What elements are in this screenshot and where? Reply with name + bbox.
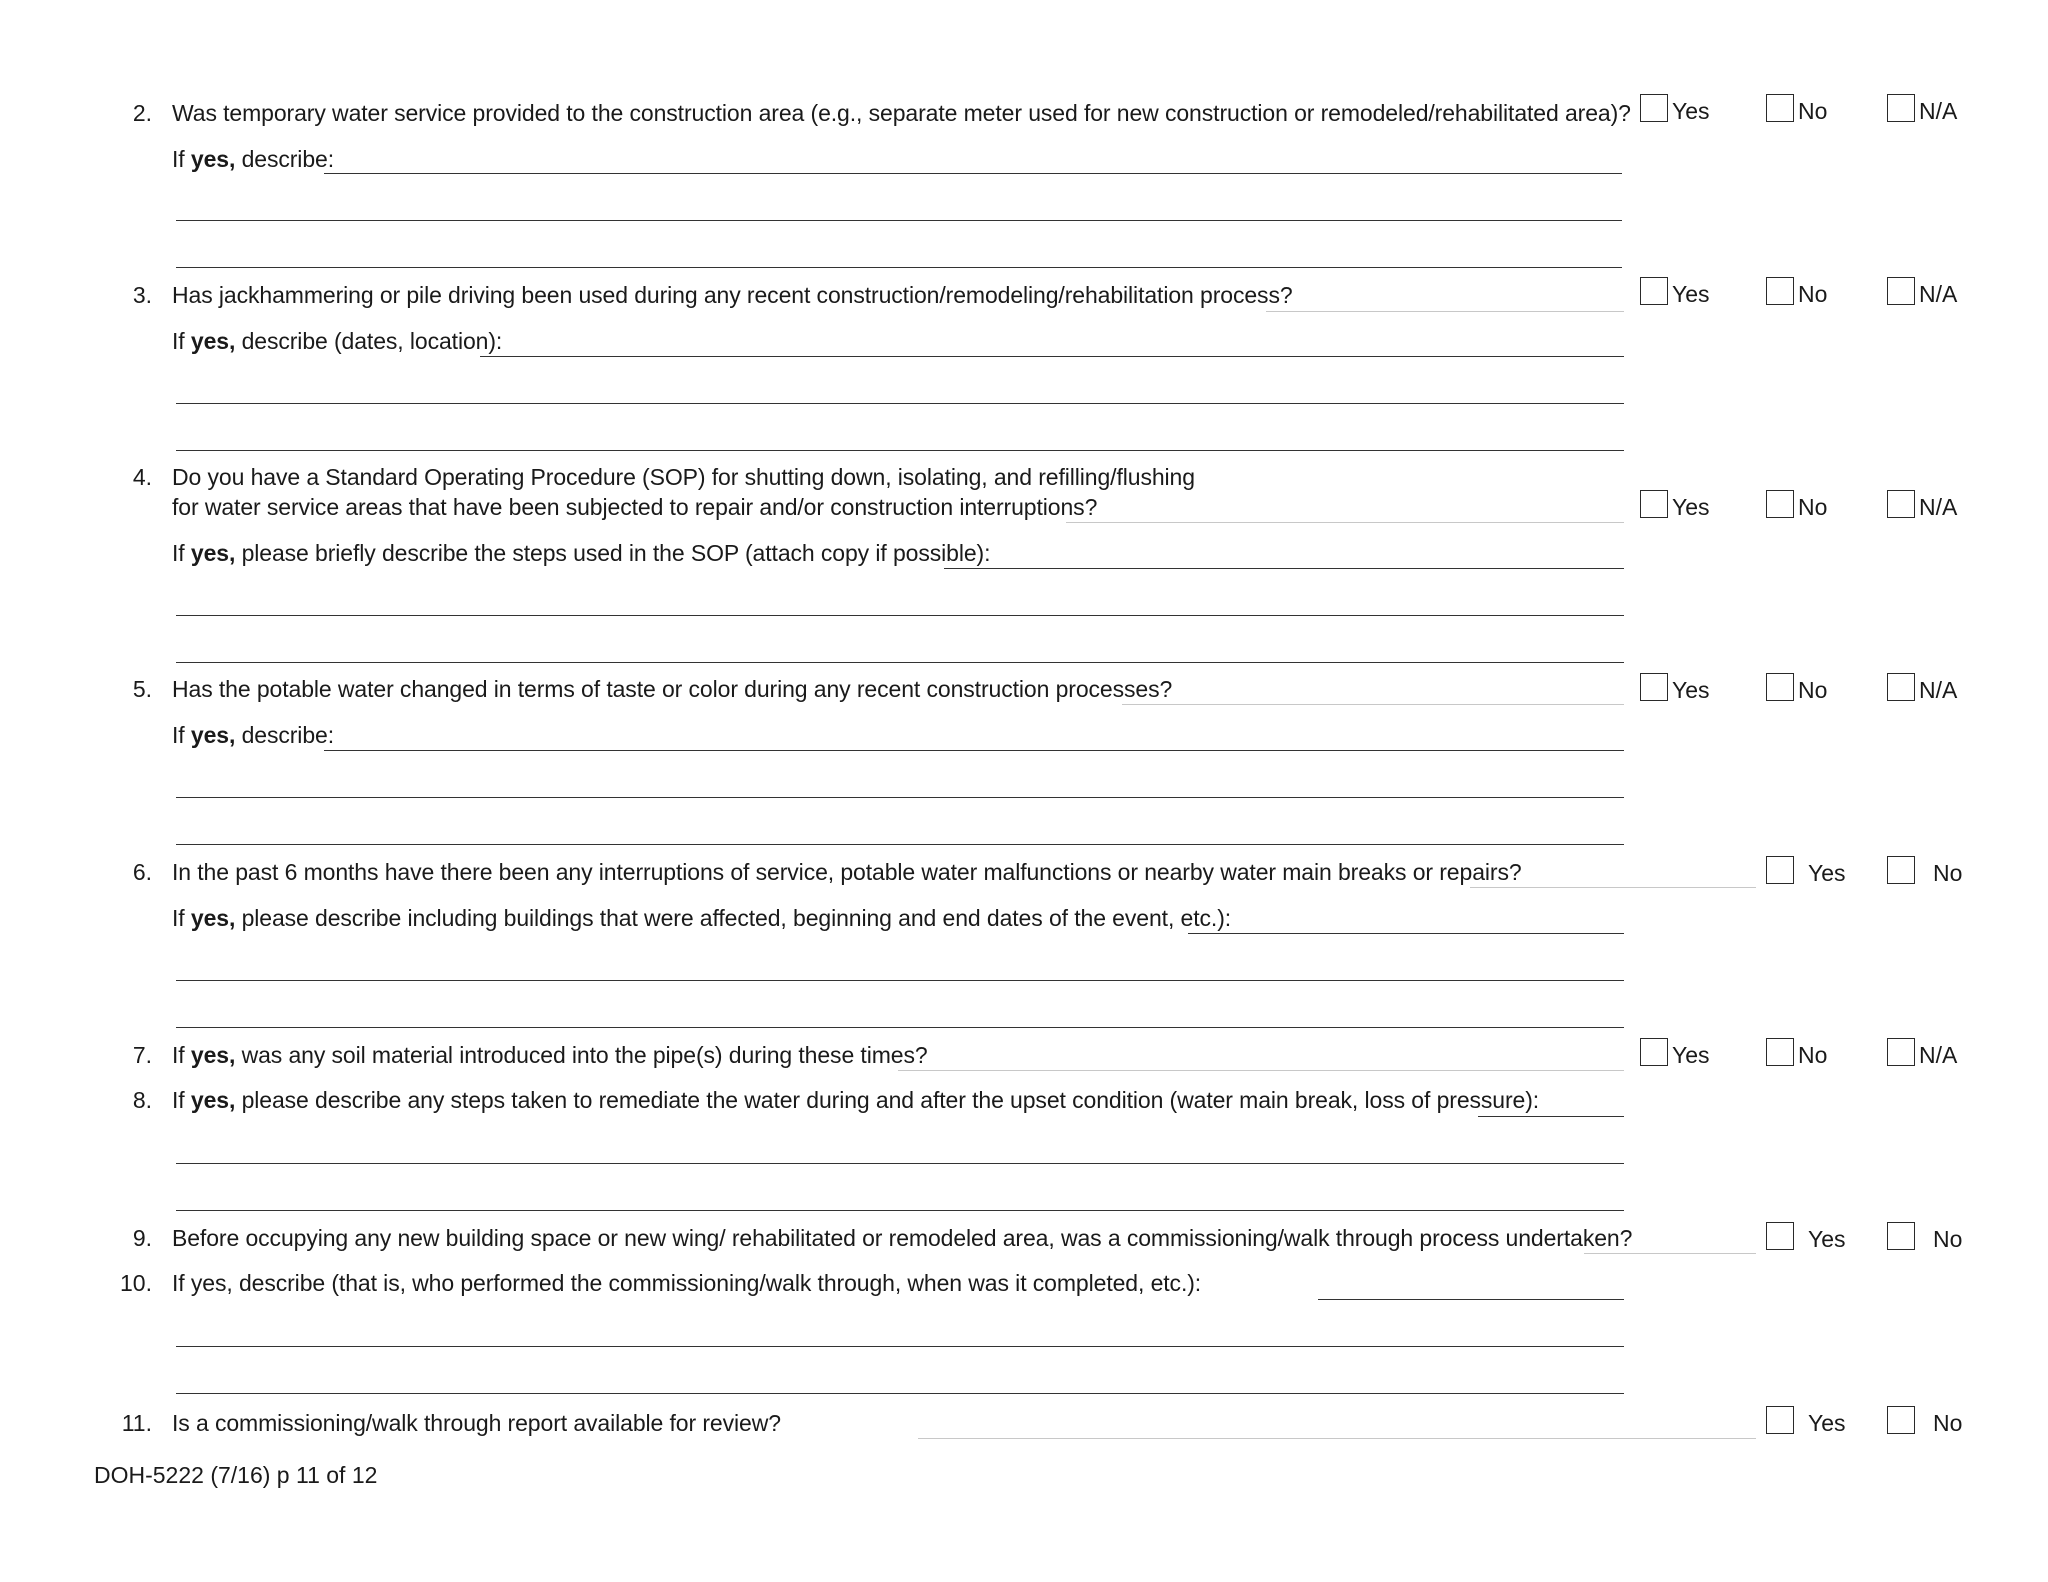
- checkbox-label-na: N/A: [1919, 677, 1958, 703]
- checkbox-na[interactable]: [1887, 1038, 1915, 1066]
- leader-line: [1470, 887, 1756, 888]
- checkbox-yes[interactable]: [1640, 94, 1668, 122]
- question-number: 2.: [132, 100, 152, 126]
- if-yes-prompt: If yes, please briefly describe the steps used in the SOP (attach copy if possible):: [172, 540, 991, 566]
- leader-line: [918, 1438, 1756, 1439]
- question-number: 7.: [132, 1042, 152, 1068]
- checkbox-label-yes: Yes: [1672, 494, 1710, 520]
- checkbox-no[interactable]: [1887, 1222, 1915, 1250]
- checkbox-yes[interactable]: [1640, 673, 1668, 701]
- question-number: 9.: [132, 1225, 152, 1251]
- answer-line[interactable]: [176, 662, 1624, 663]
- question-text: If yes, describe (that is, who performed the commissioning/walk through, when was it completed, etc.):: [172, 1270, 1202, 1296]
- answer-line[interactable]: [176, 1210, 1624, 1211]
- checkbox-label-yes: Yes: [1808, 1226, 1846, 1252]
- question-text-line-2: for water service areas that have been subjected to repair and/or construction interruptions?: [172, 494, 1098, 520]
- checkbox-yes[interactable]: [1766, 1406, 1794, 1434]
- checkbox-label-no: No: [1933, 1226, 1963, 1252]
- checkbox-na[interactable]: [1887, 277, 1915, 305]
- checkbox-label-yes: Yes: [1808, 1410, 1846, 1436]
- checkbox-label-no: No: [1798, 1042, 1828, 1068]
- checkbox-label-na: N/A: [1919, 494, 1958, 520]
- checkbox-label-no: No: [1933, 860, 1963, 886]
- question-text: If yes, please describe any steps taken to remediate the water during and after the upset condition (water main break, loss of pressure):: [172, 1087, 1540, 1113]
- question-number: 8.: [132, 1087, 152, 1113]
- answer-line[interactable]: [176, 1346, 1624, 1347]
- checkbox-yes[interactable]: [1640, 490, 1668, 518]
- answer-line[interactable]: [324, 173, 1622, 174]
- question-text-line-1: Do you have a Standard Operating Procedure (SOP) for shutting down, isolating, and refilling/flushing: [172, 464, 1195, 490]
- question-number: 4.: [132, 464, 152, 490]
- checkbox-label-na: N/A: [1919, 281, 1958, 307]
- answer-line[interactable]: [176, 267, 1622, 268]
- question-number: 10.: [120, 1270, 152, 1296]
- question-text: Is a commissioning/walk through report available for review?: [172, 1410, 781, 1436]
- question-number: 3.: [132, 282, 152, 308]
- leader-line: [1266, 311, 1624, 312]
- checkbox-na[interactable]: [1887, 94, 1915, 122]
- answer-line[interactable]: [176, 1163, 1624, 1164]
- checkbox-yes[interactable]: [1640, 277, 1668, 305]
- answer-line[interactable]: [176, 1393, 1624, 1394]
- checkbox-label-yes: Yes: [1672, 98, 1710, 124]
- answer-line[interactable]: [176, 403, 1624, 404]
- checkbox-label-no: No: [1798, 677, 1828, 703]
- checkbox-label-na: N/A: [1919, 98, 1958, 124]
- answer-line[interactable]: [1318, 1299, 1624, 1300]
- if-yes-prompt: If yes, describe (dates, location):: [172, 328, 503, 354]
- question-number: 11.: [121, 1410, 152, 1436]
- checkbox-label-yes: Yes: [1672, 281, 1710, 307]
- question-text: Was temporary water service provided to the construction area (e.g., separate meter used for new construction or remodeled/rehabilitated area)?: [172, 100, 1631, 126]
- answer-line[interactable]: [176, 450, 1624, 451]
- if-yes-prompt: If yes, describe:: [172, 722, 334, 748]
- answer-line[interactable]: [176, 797, 1624, 798]
- answer-line[interactable]: [480, 356, 1624, 357]
- answer-line[interactable]: [1188, 933, 1624, 934]
- checkbox-no[interactable]: [1766, 490, 1794, 518]
- checkbox-label-no: No: [1798, 281, 1828, 307]
- checkbox-no[interactable]: [1766, 277, 1794, 305]
- leader-line: [1584, 1253, 1756, 1254]
- question-number: 6.: [132, 859, 152, 885]
- answer-line[interactable]: [176, 980, 1624, 981]
- checkbox-na[interactable]: [1887, 490, 1915, 518]
- checkbox-na[interactable]: [1887, 673, 1915, 701]
- answer-line[interactable]: [1478, 1116, 1624, 1117]
- checkbox-label-yes: Yes: [1808, 860, 1846, 886]
- answer-line[interactable]: [176, 615, 1624, 616]
- checkbox-label-no: No: [1933, 1410, 1963, 1436]
- question-text: In the past 6 months have there been any interruptions of service, potable water malfunctions or nearby water main breaks or repairs?: [172, 859, 1522, 885]
- checkbox-no[interactable]: [1887, 1406, 1915, 1434]
- form-footer: DOH-5222 (7/16) p 11 of 12: [94, 1462, 378, 1488]
- leader-line: [898, 1070, 1624, 1071]
- question-text: Has jackhammering or pile driving been used during any recent construction/remodeling/rehabilitation process?: [172, 282, 1293, 308]
- question-number: 5.: [132, 676, 152, 702]
- checkbox-yes[interactable]: [1766, 1222, 1794, 1250]
- leader-line: [1122, 704, 1624, 705]
- checkbox-no[interactable]: [1766, 94, 1794, 122]
- checkbox-no[interactable]: [1766, 673, 1794, 701]
- checkbox-label-yes: Yes: [1672, 1042, 1710, 1068]
- answer-line[interactable]: [324, 750, 1624, 751]
- checkbox-no[interactable]: [1887, 856, 1915, 884]
- answer-line[interactable]: [176, 844, 1624, 845]
- if-yes-prompt: If yes, please describe including buildings that were affected, beginning and end dates of the event, etc.):: [172, 905, 1232, 931]
- checkbox-yes[interactable]: [1640, 1038, 1668, 1066]
- answer-line[interactable]: [176, 1027, 1624, 1028]
- answer-line[interactable]: [176, 220, 1622, 221]
- if-yes-prompt: If yes, describe:: [172, 146, 334, 172]
- question-text: Has the potable water changed in terms of taste or color during any recent construction processes?: [172, 676, 1173, 702]
- checkbox-no[interactable]: [1766, 1038, 1794, 1066]
- question-text: Before occupying any new building space or new wing/ rehabilitated or remodeled area, was a commissioning/walk through process undertaken?: [172, 1225, 1633, 1251]
- checkbox-yes[interactable]: [1766, 856, 1794, 884]
- checkbox-label-na: N/A: [1919, 1042, 1958, 1068]
- checkbox-label-yes: Yes: [1672, 677, 1710, 703]
- answer-line[interactable]: [944, 568, 1624, 569]
- leader-line: [1066, 522, 1624, 523]
- checkbox-label-no: No: [1798, 98, 1828, 124]
- checkbox-label-no: No: [1798, 494, 1828, 520]
- question-text: If yes, was any soil material introduced into the pipe(s) during these times?: [172, 1042, 928, 1068]
